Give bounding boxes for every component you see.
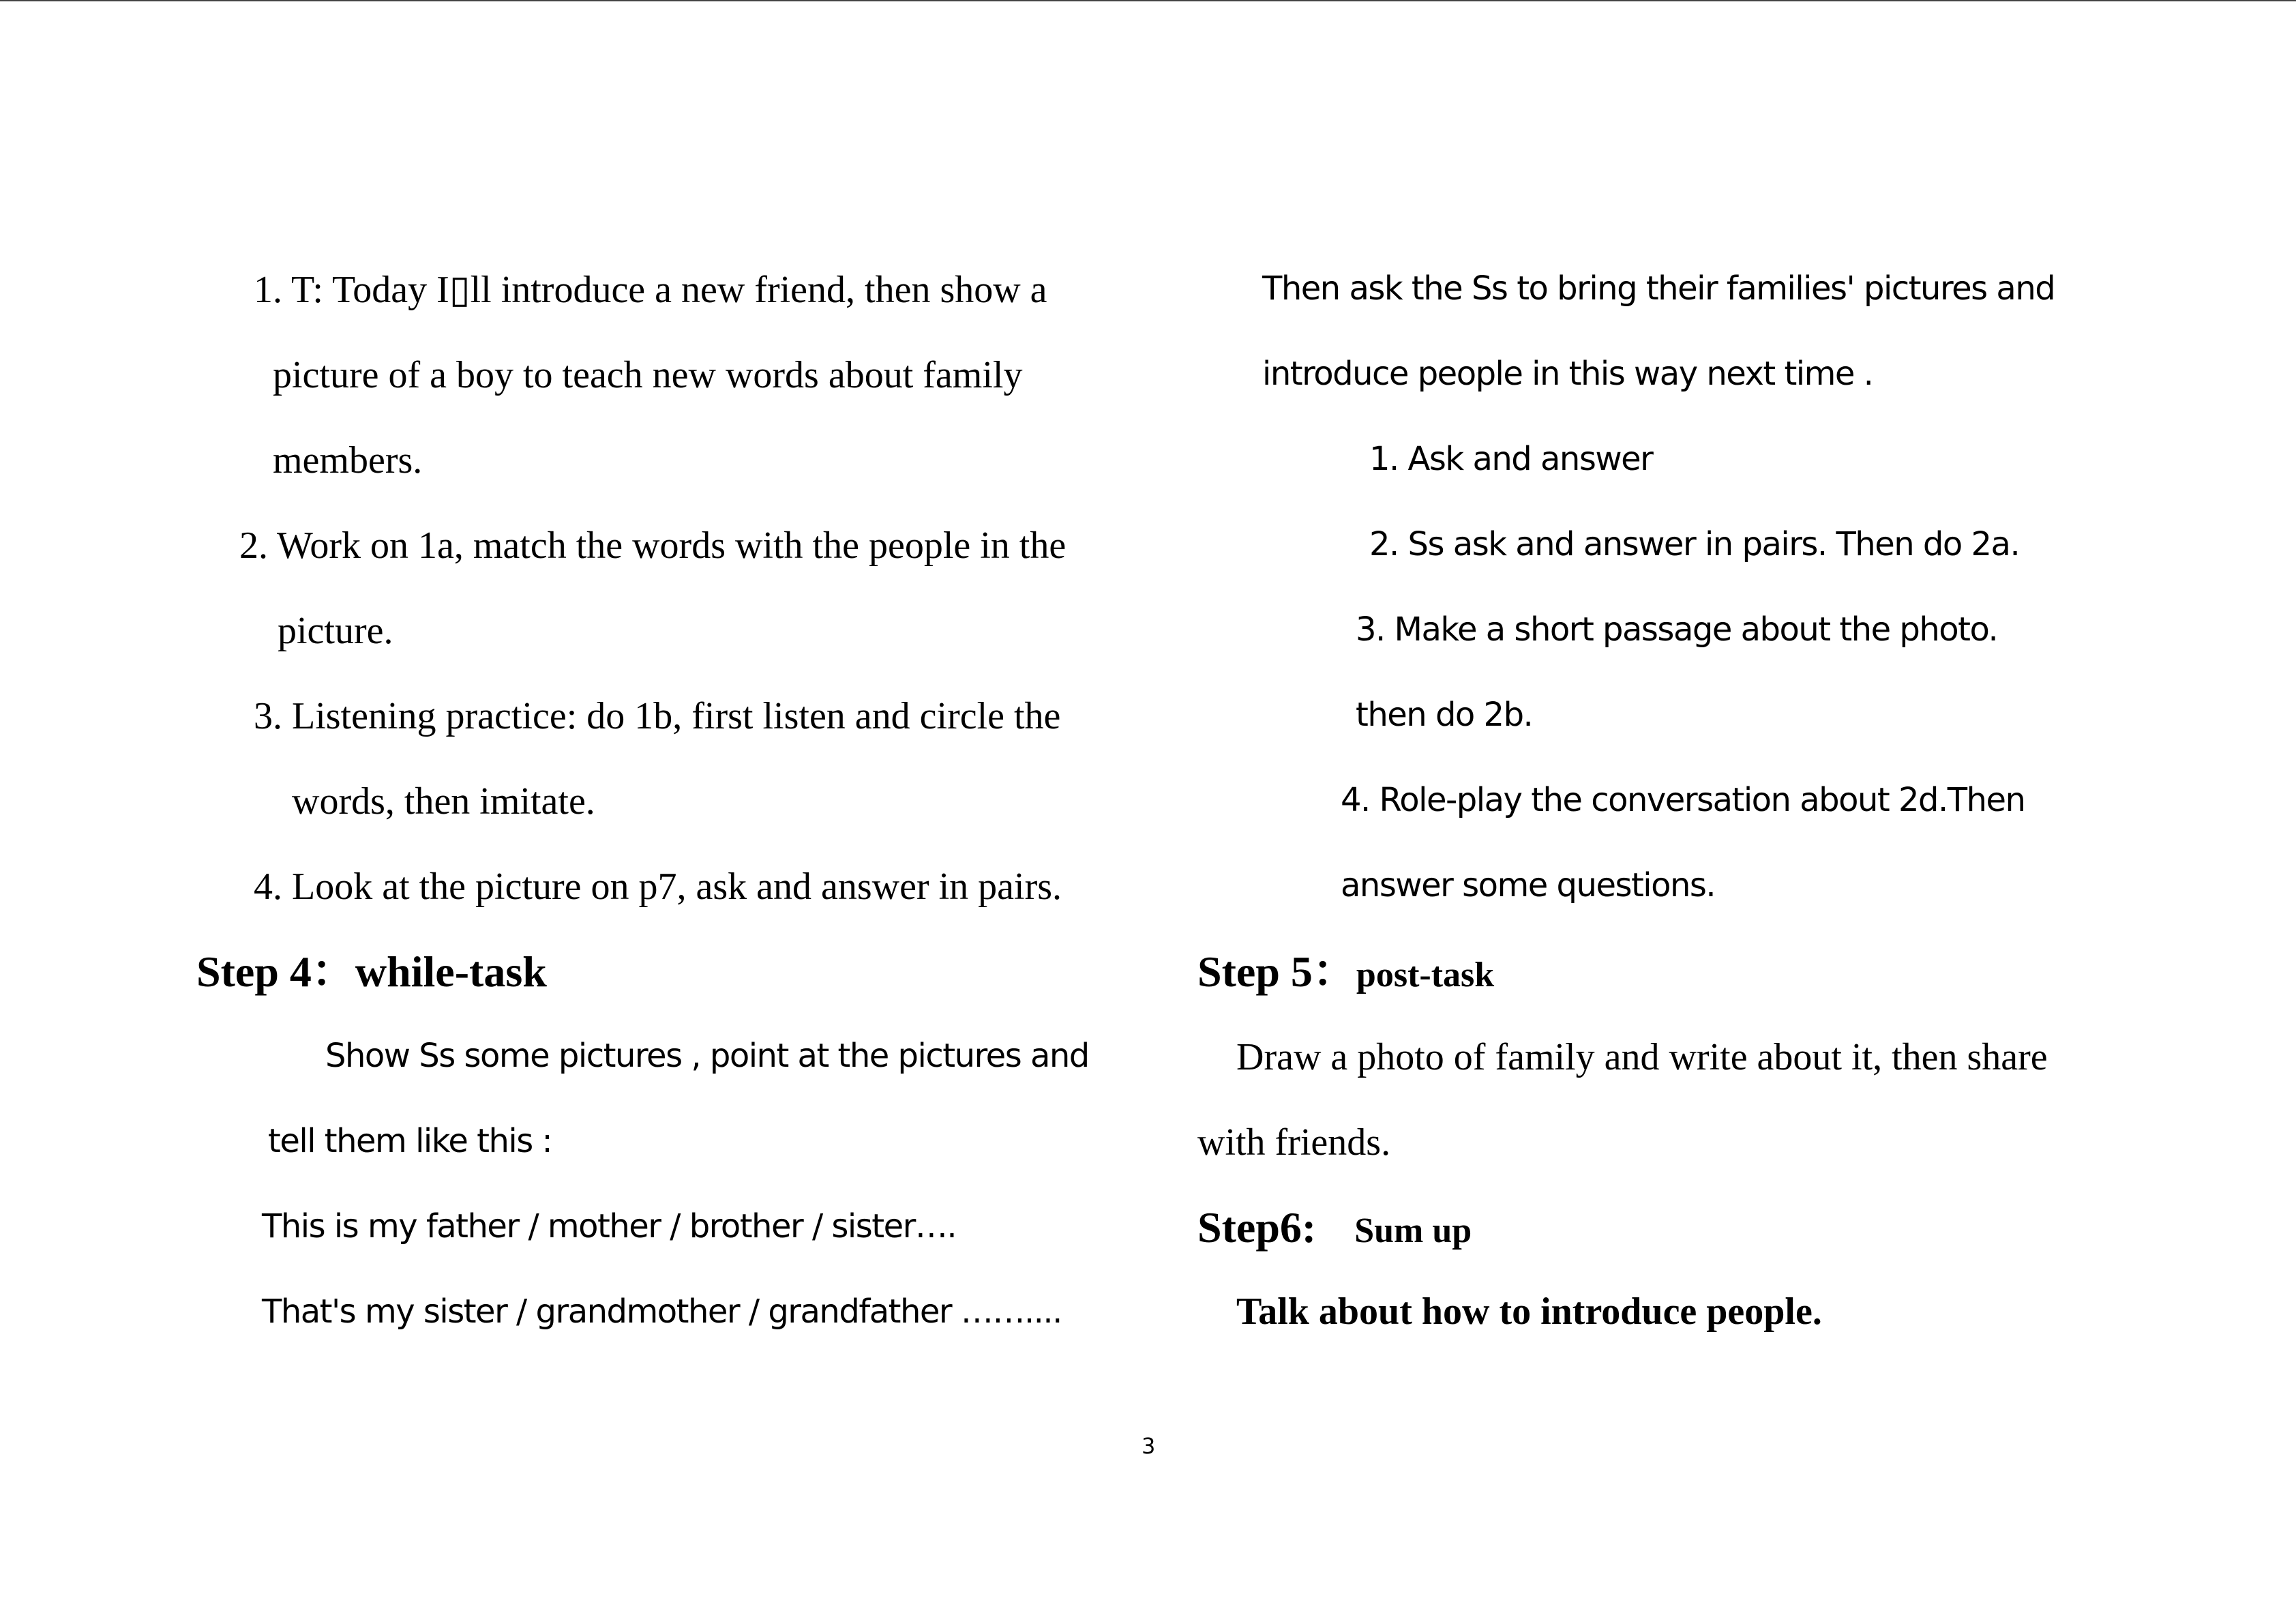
step6-label: Step6: (1197, 1203, 1317, 1252)
right-line: then do 2b. (1356, 696, 1533, 734)
step4-line: tell them like this : (268, 1122, 552, 1160)
left-line: 3. Listening practice: do 1b, first listen and circle the (254, 695, 1061, 737)
right-line: 4. Role-play the conversation about 2d.Then (1341, 781, 2025, 819)
left-line: 1. T: Today I▯ll introduce a new friend, then show a (254, 269, 1047, 311)
left-line: words, then imitate. (292, 780, 595, 823)
step5-title: post-task (1356, 956, 1495, 994)
step6-line: Talk about how to introduce people. (1236, 1290, 1822, 1333)
step4-line: Show Ss some pictures , point at the pictures and (325, 1037, 1089, 1075)
step5-heading (1197, 947, 1495, 996)
step6-heading (1197, 1203, 1472, 1252)
step4-label: Step 4： (196, 947, 355, 996)
step5-label: Step 5： (1197, 947, 1356, 996)
right-line: answer some questions. (1341, 866, 1716, 904)
right-line: Then ask the Ss to bring their families' pictures and (1262, 269, 2055, 308)
right-line: 1. Ask and answer (1369, 440, 1653, 478)
right-line: 2. Ss ask and answer in pairs. Then do 2a. (1369, 525, 2020, 563)
left-line: picture of a boy to teach new words about family (273, 354, 1023, 396)
left-line: 4. Look at the picture on p7, ask and answer in pairs. (254, 866, 1062, 908)
step5-line: Draw a photo of family and write about it, then share (1236, 1036, 2048, 1078)
right-line: introduce people in this way next time . (1262, 355, 1873, 393)
step5-line: with friends. (1197, 1121, 1391, 1164)
step6-title: Sum up (1354, 1211, 1472, 1250)
step4-line: That's my sister / grandmother / grandfather …….... (262, 1293, 1062, 1331)
left-line: members. (273, 439, 423, 482)
page-top-border (0, 0, 2296, 1)
step4-heading (196, 947, 547, 996)
step4-line: This is my father / mother / brother / sister…. (262, 1207, 957, 1245)
left-line: picture. (278, 610, 393, 652)
right-line: 3. Make a short passage about the photo. (1356, 610, 1998, 649)
step4-title: while-task (355, 947, 547, 996)
page-number: 3 (1142, 1433, 1156, 1459)
left-line: 2. Work on 1a, match the words with the people in the (239, 525, 1067, 567)
